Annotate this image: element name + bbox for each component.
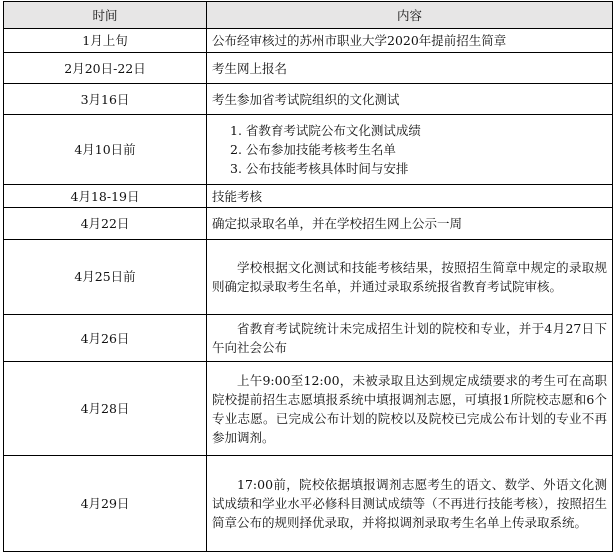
- row-time: 4月18-19日: [4, 185, 207, 208]
- row-content: 技能考核: [207, 185, 613, 208]
- row-time: 4月22日: [4, 208, 207, 239]
- row-content: [207, 114, 613, 185]
- table-row: [4, 29, 613, 53]
- list-item: 2. 公布参加技能考核考生名单: [230, 142, 396, 158]
- row-time: 4月26日: [4, 315, 207, 362]
- table-row: [4, 315, 613, 362]
- table-row: [4, 239, 613, 315]
- list-item: 1. 省教育考试院公布文化测试成绩: [230, 123, 421, 139]
- header-time: 时间: [4, 2, 207, 29]
- list-item: 3. 公布技能考核具体时间与安排: [230, 161, 409, 177]
- row-content: 考生参加省考试院组织的文化测试: [207, 84, 613, 114]
- row-content: 上午9:00至12:00，未被录取且达到规定成绩要求的考生可在高职院校提前招生志愿填报系统中填报调剂志愿，可填报1所院校志愿和6个专业志愿。已完成公布计划的院校以及院校已完成公布计划的专业不再参加调剂。: [207, 362, 613, 456]
- enrollment-schedule-table: [3, 1, 613, 552]
- table-row: [4, 208, 613, 239]
- row-time: 4月10日前: [4, 114, 207, 185]
- table-row: [4, 362, 613, 456]
- table-row: [4, 456, 613, 552]
- row-content: 确定拟录取名单，并在学校招生网上公示一周: [207, 208, 613, 239]
- row-content: 17:00前，院校依据填报调剂志愿考生的语文、数学、外语文化测试成绩和学业水平必修科目测试成绩等（不再进行技能考核），按照招生简章公布的规则择优录取，并将拟调剂录取考生名单上传录取系统。: [207, 456, 613, 552]
- table-header-row: [4, 2, 613, 29]
- row-content: 学校根据文化测试和技能考核结果，按照招生简章中规定的录取规则确定拟录取考生名单，并通过录取系统报省教育考试院审核。: [207, 239, 613, 315]
- row-time: 2月20日-22日: [4, 52, 207, 83]
- table-row: [4, 114, 613, 185]
- row-content: 公布经审核过的苏州市职业大学2020年提前招生简章: [207, 29, 613, 53]
- row-time: 3月16日: [4, 84, 207, 114]
- row-time: 1月上旬: [4, 29, 207, 53]
- row-content: 考生网上报名: [207, 52, 613, 83]
- row-time: 4月29日: [4, 456, 207, 552]
- header-content: 内容: [207, 2, 613, 29]
- table-row: [4, 185, 613, 208]
- table-row: [4, 52, 613, 83]
- row-content: 省教育考试院统计未完成招生计划的院校和专业，并于4月27日下午向社会公布: [207, 315, 613, 362]
- row-time: 4月28日: [4, 362, 207, 456]
- row-time: 4月25日前: [4, 239, 207, 315]
- table-row: [4, 84, 613, 114]
